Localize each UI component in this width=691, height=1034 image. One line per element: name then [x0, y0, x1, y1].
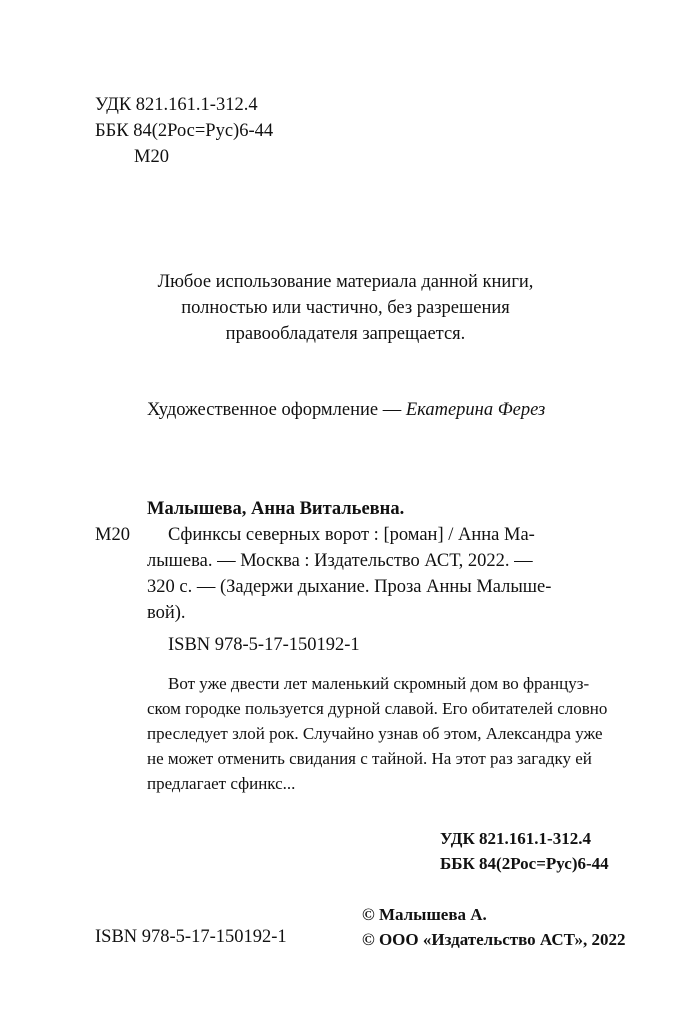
bbk-code-bottom: ББК 84(2Рос=Рус)6-44	[440, 854, 609, 873]
annotation-line-5: предлагает сфинкс...	[147, 774, 296, 793]
bbk-code-top: ББК 84(2Рос=Рус)6-44	[95, 121, 274, 141]
bib-line-4: вой).	[147, 603, 186, 623]
copyright-author: © Малышева А.	[362, 905, 487, 924]
bib-line-2: лышева. — Москва : Издательство АСТ, 2022. —	[147, 551, 533, 571]
annotation-line-2: ском городке пользуется дурной славой. Его обитателей словно	[147, 699, 608, 718]
design-credit-name: Екатерина Ферез	[405, 400, 546, 420]
udk-code-top: УДК 821.161.1-312.4	[95, 95, 258, 115]
author-sign: М20	[95, 525, 130, 545]
annotation-line-3: преследует злой рок. Случайно узнав об этом, Александра уже	[147, 724, 603, 743]
notice-line-2: полностью или частично, без разрешения	[181, 298, 510, 318]
design-credit	[147, 397, 545, 423]
isbn-footer: ISBN 978-5-17-150192-1	[95, 927, 287, 947]
udk-code-bottom: УДК 821.161.1-312.4	[440, 829, 591, 848]
author-sign-top: М20	[134, 147, 169, 167]
notice-line-3: правообладателя запрещается.	[225, 324, 466, 344]
annotation-line-1: Вот уже двести лет маленький скромный дом во француз-	[168, 674, 590, 693]
bib-line-1: Сфинксы северных ворот : [роман] / Анна Ма-	[168, 525, 535, 545]
annotation-line-4: не может отменить свидания с тайной. На этот раз загадку ей	[147, 749, 592, 768]
author-heading: Малышева, Анна Витальевна.	[147, 499, 405, 519]
copyright-publisher: © ООО «Издательство АСТ», 2022	[362, 930, 626, 949]
notice-line-1: Любое использование материала данной книги,	[157, 272, 534, 292]
bib-line-3: 320 с. — (Задержи дыхание. Проза Анны Малыше-	[147, 577, 552, 597]
isbn-record: ISBN 978-5-17-150192-1	[168, 635, 360, 655]
design-credit-label: Художественное оформление —	[147, 400, 406, 420]
